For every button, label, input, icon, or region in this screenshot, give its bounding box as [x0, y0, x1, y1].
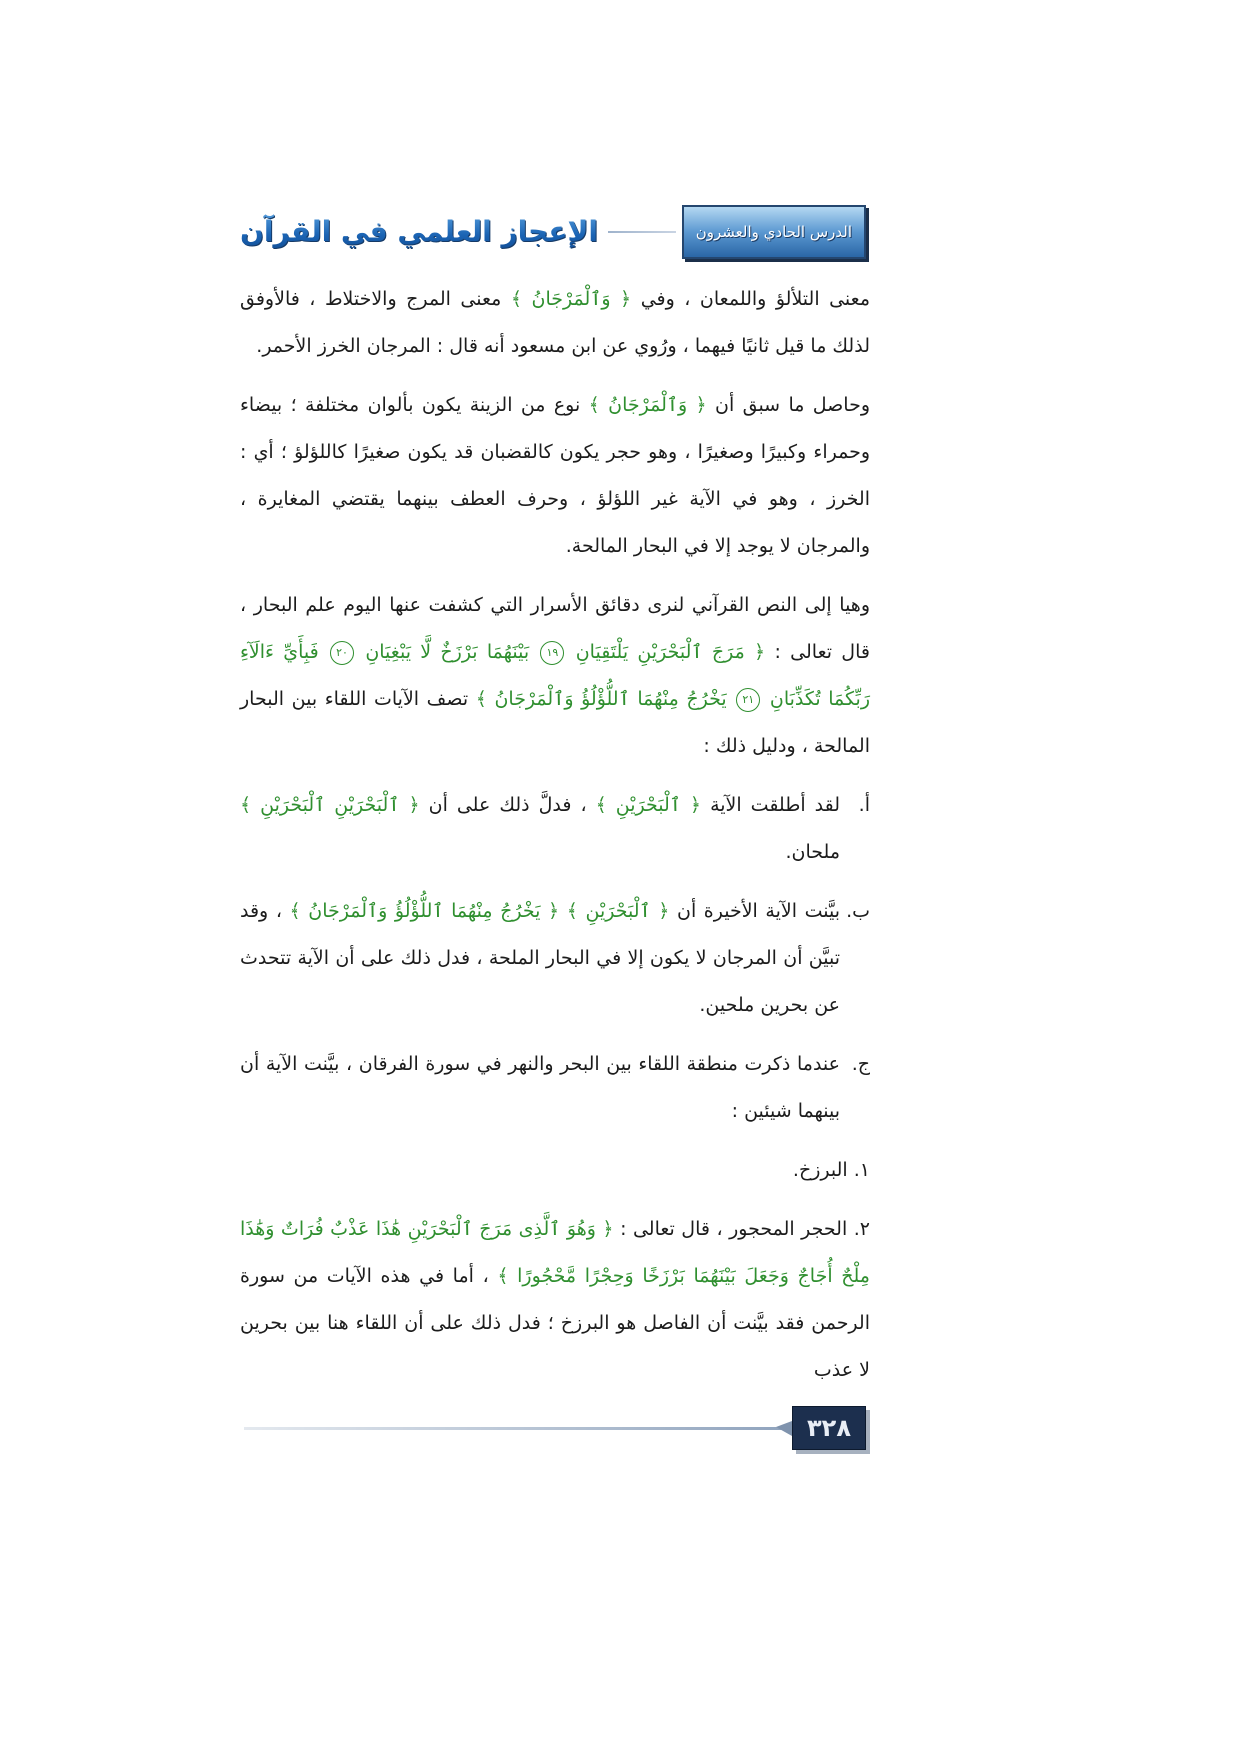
item-label: أ.	[858, 794, 870, 816]
text-run: معنى المرج والاختلاط ، فالأوفق لذلك ما قيل ثانيًا فيهما ، ورُوي عن ابن مسعود أنه قال : المرجان الخرز الأحمر.	[240, 288, 870, 357]
text-run: وهيا إلى النص القرآني لنرى دقائق الأسرار التي كشفت عنها اليوم علم البحار ، قال تعالى :	[240, 594, 870, 663]
text-run: نوع من الزينة يكون بألوان مختلفة ؛ بيضاء وحمراء وكبيرًا وصغيرًا ، وهو حجر يكون كالقضبان قد يكون صغيرًا كاللؤلؤ ؛ أي : الخرز ، وهو في الآية غير اللؤلؤ ، وحرف العطف بينهما يقتضي المغايرة ، والمرجان لا يوجد إلا في البحار المالحة.	[240, 394, 870, 557]
item-label: ج.	[851, 1053, 870, 1075]
quran-quote: ﴿ وَٱلْمَرْجَانُ ﴾	[510, 288, 632, 310]
quran-quote: ﴿ مَرَجَ ٱلْبَحْرَيْنِ يَلْتَقِيَانِ	[575, 641, 766, 663]
text-run: البرزخ.	[792, 1159, 848, 1181]
text-run: لقد أطلقت الآية	[710, 794, 840, 816]
paragraph-2	[240, 382, 870, 570]
ayah-number-marker: ٢٠	[330, 641, 354, 665]
text-run: ملحان.	[785, 841, 840, 863]
item-text	[240, 1041, 840, 1135]
paragraph-3	[240, 582, 870, 770]
item-text	[240, 782, 840, 876]
page-footer	[244, 1406, 866, 1450]
book-title: الإعجاز العلمي في القرآن	[240, 203, 598, 261]
item-label: ٢.	[853, 1218, 871, 1240]
list-item-c	[240, 1041, 870, 1135]
page-header	[240, 203, 866, 261]
ayah-number-marker: ١٩	[540, 641, 564, 665]
quran-quote: ﴿ ٱلْبَحْرَيْنِ ٱلْبَحْرَيْنِ ﴾	[240, 794, 420, 816]
quran-quote: بَيْنَهُمَا بَرْزَخٌ لَّا يَبْغِيَانِ	[365, 641, 530, 663]
numbered-item-1	[240, 1147, 870, 1194]
page-number: ٣٢٨	[792, 1406, 866, 1450]
text-run: ، فدلَّ ذلك على أن	[428, 794, 587, 816]
header-divider	[608, 231, 676, 233]
footer-divider	[244, 1427, 792, 1430]
quran-quote: ﴿ وَهُوَ ٱلَّذِى مَرَجَ ٱلْبَحْرَيْنِ هَٰذَا عَذْبٌ فُرَاتٌ وَهَٰذَا مِلْحٌ أُجَاجٌ وَجَعَلَ بَيْنَهُمَا بَرْزَخًا وَحِجْرًا مَّحْجُورًا ﴾	[240, 1218, 870, 1287]
list-item-a	[240, 782, 870, 876]
body-text	[240, 276, 870, 1394]
text-run: ، وقد تبيَّن أن المرجان لا يكون إلا في البحار الملحة ، فدل ذلك على أن الآية تتحدث عن بحرين ملحين.	[240, 900, 840, 1016]
numbered-item-2	[240, 1206, 870, 1394]
text-run: معنى التلألؤ واللمعان ، وفي	[640, 288, 871, 310]
main-content	[240, 276, 870, 1450]
text-run: ، أما في هذه الآيات من سورة الرحمن فقد بيَّنت أن الفاصل هو البرزخ ؛ فدل ذلك على أن اللقاء هنا بين بحرين لا عذب	[240, 1265, 870, 1381]
item-label: ١.	[853, 1159, 870, 1181]
paragraph-1	[240, 276, 870, 370]
text-run: تصف الآيات اللقاء بين البحار المالحة ، ودليل ذلك :	[240, 688, 870, 757]
quran-quote: فَبِأَيِّ ءَالَآءِ رَبِّكُمَا تُكَذِّبَانِ	[240, 641, 871, 710]
quran-quote: ﴿ وَٱلْمَرْجَانُ ﴾	[588, 394, 707, 416]
item-label: ب.	[846, 900, 870, 922]
item-text	[240, 888, 840, 1029]
list-item-b	[240, 888, 870, 1029]
text-run: بيَّنت الآية الأخيرة أن	[676, 900, 841, 922]
ayah-number-marker: ٢١	[736, 688, 760, 712]
quran-quote: يَخْرُجُ مِنْهُمَا ٱللُّؤْلُؤُ وَٱلْمَرْجَانُ ﴾	[475, 688, 727, 710]
quran-quote: ﴿ ٱلْبَحْرَيْنِ ﴾	[595, 794, 702, 816]
lesson-label-badge: الدرس الحادي والعشرون	[682, 205, 866, 259]
text-run: الحجر المحجور ، قال تعالى :	[620, 1218, 848, 1240]
text-run: عندما ذكرت منطقة اللقاء بين البحر والنهر في سورة الفرقان ، بيَّنت الآية أن بينهما شيئين :	[240, 1053, 840, 1122]
quran-quote: ﴿ ٱلْبَحْرَيْنِ ﴾	[566, 900, 670, 922]
quran-quote: ﴿ يَخْرُجُ مِنْهُمَا ٱللُّؤْلُؤُ وَٱلْمَرْجَانُ ﴾	[289, 900, 560, 922]
text-run: وحاصل ما سبق أن	[715, 394, 870, 416]
